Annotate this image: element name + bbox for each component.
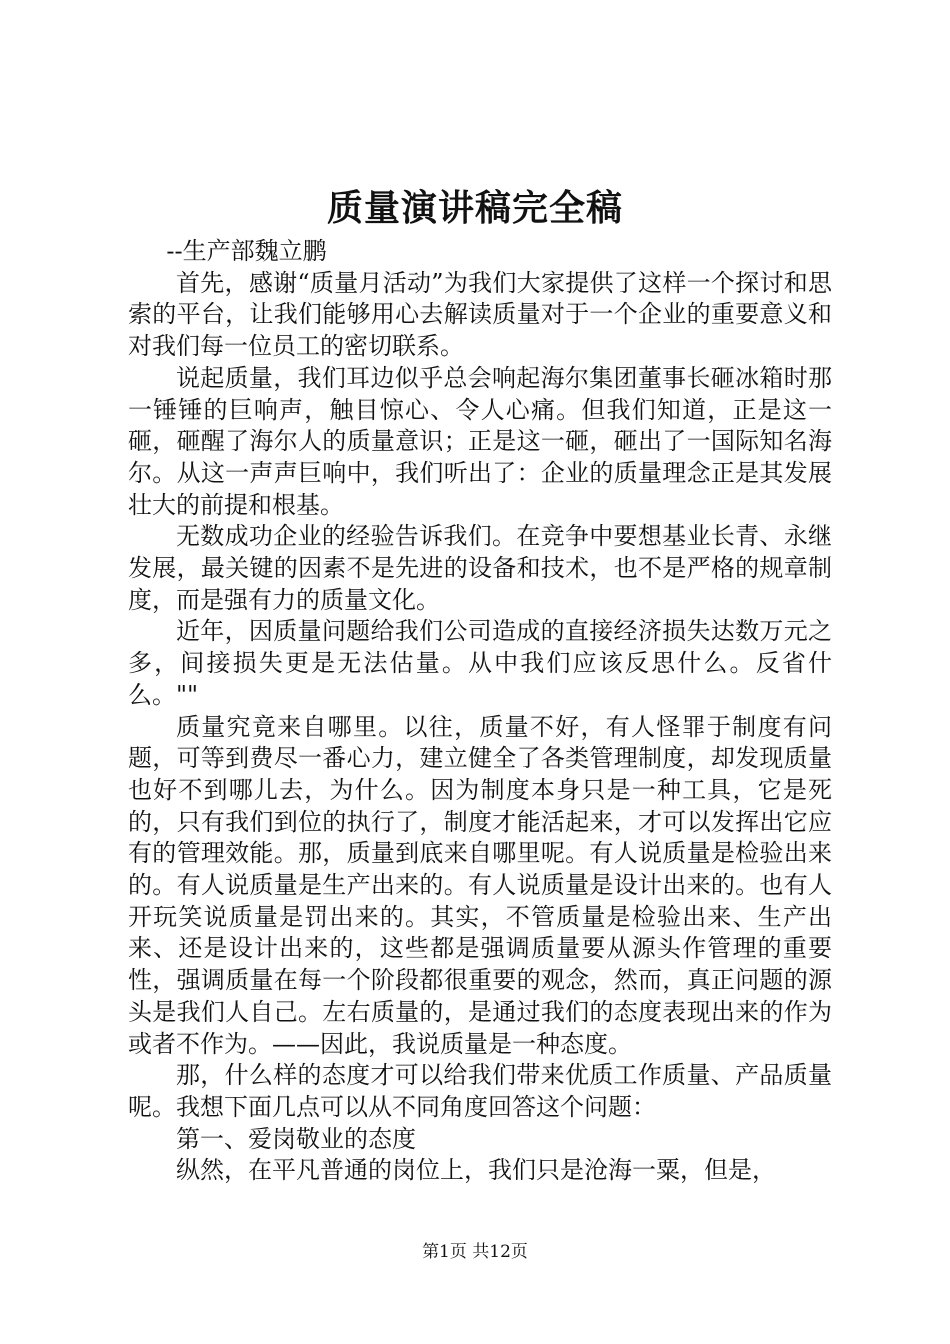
paragraph: 质量究竟来自哪里。以往，质量不好，有人怪罪于制度有问题，可等到费尽一番心力，建立健全了各类管理制度，却发现质量也好不到哪儿去，为什么。因为制度本身只是一种工具，它是死的，只有我们到位的执行了，制度才能活起来，才可以发挥出它应有的管理效能。那，质量到底来自哪里呢。有人说质量是检验出来的。有人说质量是生产出来的。有人说质量是设计出来的。也有人开玩笑说质量是罚出来的。其实，不管质量是检验出来、生产出来、还是设计出来的，这些都是强调质量要从源头作管理的重要性，强调质量在每一个阶段都很重要的观念，然而，真正问题的源头是我们人自己。左右质量的，是通过我们的态度表现出来的作为或者不作为。——因此，我说质量是一种态度。 [128, 712, 832, 1058]
paragraph: 说起质量，我们耳边似乎总会响起海尔集团董事长砸冰箱时那一锤锤的巨响声，触目惊心、令人心痛。但我们知道，正是这一砸，砸醒了海尔人的质量意识；正是这一砸，砸出了一国际知名海尔。从这一声声巨响中，我们听出了：企业的质量理念正是其发展壮大的前提和根基。 [128, 363, 832, 519]
document-title: 质量演讲稿完全稿 [326, 187, 623, 229]
paragraph: 纵然，在平凡普通的岗位上，我们只是沧海一粟，但是， [176, 1156, 776, 1185]
author-line: --生产部魏立鹏 [166, 237, 327, 265]
document-body [128, 236, 832, 1187]
paragraph: 首先，感谢“质量月活动”为我们大家提供了这样一个探讨和思索的平台，让我们能够用心去解读质量对于一个企业的重要意义和对我们每一位员工的密切联系。 [128, 268, 832, 361]
page-footer: 第1页 共12页 [422, 1242, 528, 1262]
paragraph: 无数成功企业的经验告诉我们。在竞争中要想基业长青、永继发展，最关键的因素不是先进的设备和技术，也不是严格的规章制度，而是强有力的质量文化。 [128, 522, 832, 614]
section-heading: 第一、爱岗敬业的态度 [176, 1124, 416, 1153]
paragraph: 近年，因质量问题给我们公司造成的直接经济损失达数万元之多，间接损失更是无法估量。从中我们应该反思什么。反省什么。"" [128, 617, 832, 709]
paragraph: 那，什么样的态度才可以给我们带来优质工作质量、产品质量呢。我想下面几点可以从不同角度回答这个问题： [128, 1061, 832, 1121]
